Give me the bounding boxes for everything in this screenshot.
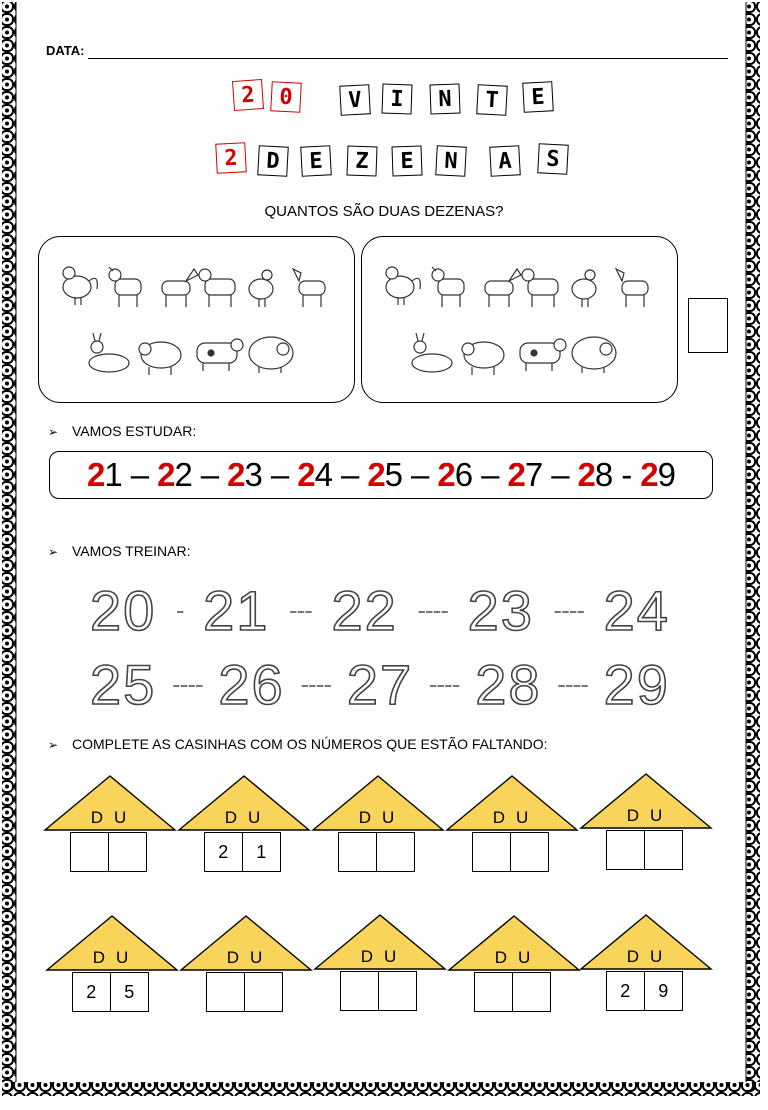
title-tile: Z <box>346 145 377 176</box>
house <box>179 914 313 1024</box>
study-number: 27 <box>507 456 543 493</box>
house <box>447 914 581 1024</box>
cow-icon <box>197 339 243 371</box>
house <box>311 774 445 884</box>
units-cell[interactable]: 9 <box>644 971 683 1011</box>
separator: – <box>481 456 499 493</box>
tens-cell[interactable]: 2 <box>204 832 243 872</box>
goat-icon <box>109 267 141 307</box>
trace-number[interactable]: 23 <box>467 579 534 642</box>
separator: – <box>200 456 219 493</box>
tens-label: D <box>626 806 650 825</box>
tens-label: D <box>226 948 250 967</box>
house <box>43 774 177 884</box>
title-tile: I <box>381 83 412 114</box>
animal-drawings <box>39 237 356 404</box>
horse-icon <box>162 269 198 307</box>
units-cell[interactable] <box>108 832 147 872</box>
units-label: U <box>516 808 540 827</box>
horse-icon <box>616 269 648 307</box>
study-number: 23 <box>227 456 262 493</box>
separator: – <box>130 456 149 493</box>
title-tile: E <box>391 145 422 176</box>
date-line[interactable] <box>88 58 728 59</box>
study-number: 29 <box>640 456 675 493</box>
house <box>579 772 713 882</box>
tens-cell[interactable] <box>472 832 511 872</box>
house <box>45 914 179 1024</box>
trace-number[interactable]: 20 <box>90 579 157 642</box>
title-tile: 2 <box>232 79 264 111</box>
tens-label: D <box>358 808 382 827</box>
study-number: 25 <box>367 456 403 493</box>
units-cell[interactable] <box>378 971 417 1011</box>
goat-icon <box>432 267 464 307</box>
units-cell[interactable] <box>244 972 283 1012</box>
arrow-bullet-icon: ➢ <box>48 545 59 559</box>
cow-icon <box>520 339 566 371</box>
tens-cell[interactable] <box>606 830 645 870</box>
animal-drawings <box>362 237 679 404</box>
separator: – <box>411 456 429 493</box>
units-cell[interactable] <box>510 832 549 872</box>
units-cell[interactable] <box>512 972 551 1012</box>
title-tile: A <box>489 145 521 177</box>
house <box>177 774 311 884</box>
study-number: 21 <box>87 456 122 493</box>
pig-icon <box>572 337 616 373</box>
trace-dash: - <box>175 595 184 625</box>
units-label: U <box>518 948 542 967</box>
goat-icon <box>522 269 558 307</box>
title-tile: E <box>300 145 332 177</box>
tens-label: D <box>626 947 650 966</box>
sheep-icon <box>462 342 504 375</box>
separator: – <box>270 456 289 493</box>
trace-dash: ---- <box>553 595 585 625</box>
trace-number[interactable]: 21 <box>203 579 270 642</box>
question-text: QUANTOS SÃO DUAS DEZENAS? <box>264 203 504 220</box>
units-label: U <box>384 947 408 966</box>
study-number: 24 <box>297 456 332 493</box>
units-cell[interactable] <box>376 832 415 872</box>
title-tile: D <box>257 145 289 177</box>
animal-group-1 <box>38 236 355 403</box>
units-label: U <box>114 808 138 827</box>
tens-label: D <box>90 808 114 827</box>
rooster-icon <box>249 270 273 307</box>
animal-group-2 <box>361 236 678 403</box>
title-tile: N <box>435 145 467 177</box>
units-cell[interactable]: 1 <box>242 832 281 872</box>
trace-number[interactable]: 25 <box>90 653 157 716</box>
tens-cell[interactable] <box>70 832 109 872</box>
trace-dash: ---- <box>172 669 203 699</box>
tens-label: D <box>494 948 518 967</box>
arrow-bullet-icon: ➢ <box>48 425 59 439</box>
trace-number[interactable]: 27 <box>346 653 414 716</box>
trace-row-1 <box>90 578 670 643</box>
section-complete-label: COMPLETE AS CASINHAS COM OS NÚMEROS QUE ESTÃO FALTANDO: <box>72 736 548 752</box>
units-label: U <box>248 808 272 827</box>
goat-icon <box>199 269 235 307</box>
title-tile: 2 <box>215 142 247 174</box>
title-tile: V <box>339 84 371 116</box>
units-label: U <box>116 948 140 967</box>
house <box>445 774 579 884</box>
study-number: 26 <box>437 456 473 493</box>
rooster-icon <box>572 270 596 307</box>
units-label: U <box>250 948 274 967</box>
rooster-icon <box>63 267 97 305</box>
section-train-label: VAMOS TREINAR: <box>72 543 191 559</box>
rooster-icon <box>386 267 420 305</box>
title-tile: E <box>522 81 554 113</box>
donkey-icon <box>412 333 452 372</box>
section-study <box>48 423 196 439</box>
house <box>313 913 447 1023</box>
separator: – <box>340 456 359 493</box>
units-cell[interactable] <box>644 830 683 870</box>
trace-dash: --- <box>288 595 312 625</box>
study-number: 22 <box>157 456 192 493</box>
section-study-label: VAMOS ESTUDAR: <box>72 423 197 439</box>
title-tile: 0 <box>270 81 302 113</box>
units-label: U <box>650 806 674 825</box>
house <box>579 913 713 1023</box>
trace-dash: ---- <box>417 595 448 625</box>
trace-dash: ---- <box>557 669 588 699</box>
tens-cell[interactable]: 2 <box>606 971 645 1011</box>
trace-number[interactable]: 28 <box>475 653 542 716</box>
units-cell[interactable]: 5 <box>110 972 149 1012</box>
trace-number[interactable]: 26 <box>218 653 285 716</box>
title-tile: S <box>537 143 569 175</box>
separator: – <box>551 456 569 493</box>
title-tile: T <box>476 84 508 116</box>
pig-icon <box>249 337 293 373</box>
tens-cell[interactable] <box>338 832 377 872</box>
tens-cell[interactable] <box>206 972 245 1012</box>
answer-box[interactable] <box>688 298 728 353</box>
donkey-icon <box>89 333 129 372</box>
tens-cell[interactable] <box>474 972 513 1012</box>
trace-dash: ---- <box>300 669 332 699</box>
section-train <box>48 543 191 559</box>
tens-cell[interactable]: 2 <box>72 972 111 1012</box>
trace-number[interactable]: 29 <box>603 653 670 716</box>
tens-label: D <box>224 808 248 827</box>
tens-cell[interactable] <box>340 971 379 1011</box>
tens-label: D <box>360 947 384 966</box>
separator: - <box>621 456 632 493</box>
trace-number[interactable]: 24 <box>603 579 670 642</box>
trace-row-2 <box>90 652 670 717</box>
tens-label: D <box>92 948 116 967</box>
sheep-icon <box>139 342 181 375</box>
title-tile: N <box>429 83 460 114</box>
trace-dash: ---- <box>428 669 460 699</box>
arrow-bullet-icon: ➢ <box>48 738 59 752</box>
section-complete <box>48 736 548 752</box>
tens-label: D <box>492 808 516 827</box>
trace-number[interactable]: 22 <box>331 579 398 642</box>
units-label: U <box>382 808 406 827</box>
horse-icon <box>485 269 521 307</box>
study-number-strip <box>49 451 713 499</box>
units-label: U <box>650 947 674 966</box>
horse-icon <box>293 269 325 307</box>
study-number: 28 <box>577 456 613 493</box>
date-label: DATA: <box>46 43 85 58</box>
